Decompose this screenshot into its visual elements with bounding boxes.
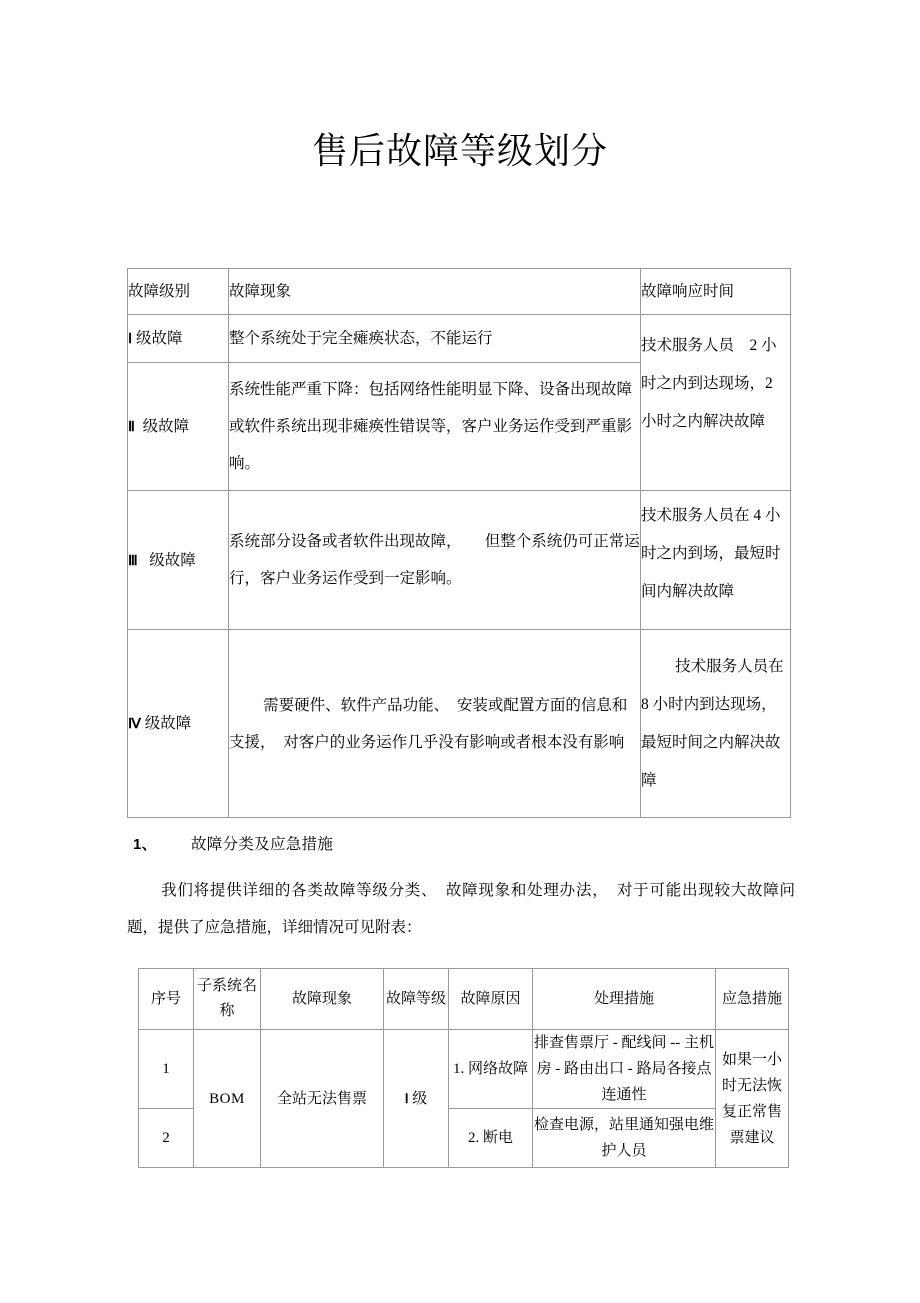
section-paragraph: 我们将提供详细的各类故障等级分类、 故障现象和处理办法， 对于可能出现较大故障问题，提供了应急措施，详细情况可见附表： [127,882,795,936]
cell-level-3 [128,491,229,630]
table-header-row [139,969,789,1030]
cell-cause-2: 2. 断电 [449,1109,533,1168]
cell-emergency-1: 如果一小时无法恢复正常售票建议 [716,1030,789,1168]
header-cell-level: 故障级别 [128,269,229,315]
cell-measure-1: 排查售票厅 - 配线间 -- 主机房 - 路由出口 - 路局各接点连通性 [533,1030,716,1109]
level-roman-numeral: Ⅳ [128,715,141,731]
header-cell-response-time: 故障响应时间 [641,269,791,315]
table-header-row [128,269,791,315]
cell-subsystem-1: BOM [194,1030,261,1168]
level-suffix: 级 [412,1090,428,1107]
cell-response-time-1-2: 技术服务人员 2 小时之内到达现场，2 小时之内解决故障 [641,315,791,491]
level-roman-numeral: Ⅱ [128,418,135,434]
page-title: 售后故障等级划分 [311,131,608,171]
cell-cause-1: 1. 网络故障 [449,1030,533,1109]
header-cell-level: 故障等级 [384,969,449,1030]
cell-seq-1: 1 [139,1030,194,1109]
level-suffix: 级故障 [142,418,190,435]
header-cell-emergency: 应急措施 [716,969,789,1030]
cell-response-time-3: 技术服务人员在 4 小时之内到场，最短时间内解决故障 [641,491,791,630]
cell-phenomenon-4: 需要硬件、软件产品功能、 安装或配置方面的信息和支援， 对客户的业务运作几乎没有影响或者根本没有影响 [229,630,641,818]
header-cell-phenomenon: 故障现象 [261,969,384,1030]
table-row [128,315,791,363]
cell-level-2 [128,363,229,491]
header-cell-phenomenon: 故障现象 [229,269,641,315]
section-heading [133,832,333,858]
cell-phenomenon-1: 整个系统处于完全瘫痪状态，不能运行 [229,315,641,363]
cell-phenomenon-3: 系统部分设备或者软件出现故障， 但整个系统仍可正常运行，客户业务运作受到一定影响。 [229,491,641,630]
level-roman-numeral: Ⅰ [128,330,133,346]
level-roman-numeral: Ⅲ [128,551,138,568]
cell-measure-2: 检查电源，站里通知强电维护人员 [533,1109,716,1168]
header-cell-measure: 处理措施 [533,969,716,1030]
table-row [128,491,791,630]
cell-level-1 [384,1030,449,1168]
level-roman-numeral: Ⅰ [404,1090,409,1106]
cell-response-time-4: 技术服务人员在 8 小时内到达现场，最短时间之内解决故障 [641,630,791,818]
cell-phenomenon-1: 全站无法售票 [261,1030,384,1168]
table-row [139,1030,789,1109]
level-suffix: 级故障 [144,715,192,732]
fault-list-table [138,968,789,1168]
cell-level-4 [128,630,229,818]
section-number: 1、 [133,836,157,853]
cell-phenomenon-2: 系统性能严重下降：包括网络性能明显下降、设备出现故障或软件系统出现非瘫痪性错误等，客户业务运作受到严重影响。 [229,363,641,491]
level-suffix: 级故障 [149,551,196,569]
header-cell-cause: 故障原因 [449,969,533,1030]
cell-level-1 [128,315,229,363]
fault-levels-table [127,268,791,818]
cell-seq-2: 2 [139,1109,194,1168]
header-cell-seq: 序号 [139,969,194,1030]
table-row [128,630,791,818]
level-suffix: 级故障 [136,330,183,347]
section-heading-text: 故障分类及应急措施 [190,836,334,853]
header-cell-subsystem: 子系统名称 [194,969,261,1030]
